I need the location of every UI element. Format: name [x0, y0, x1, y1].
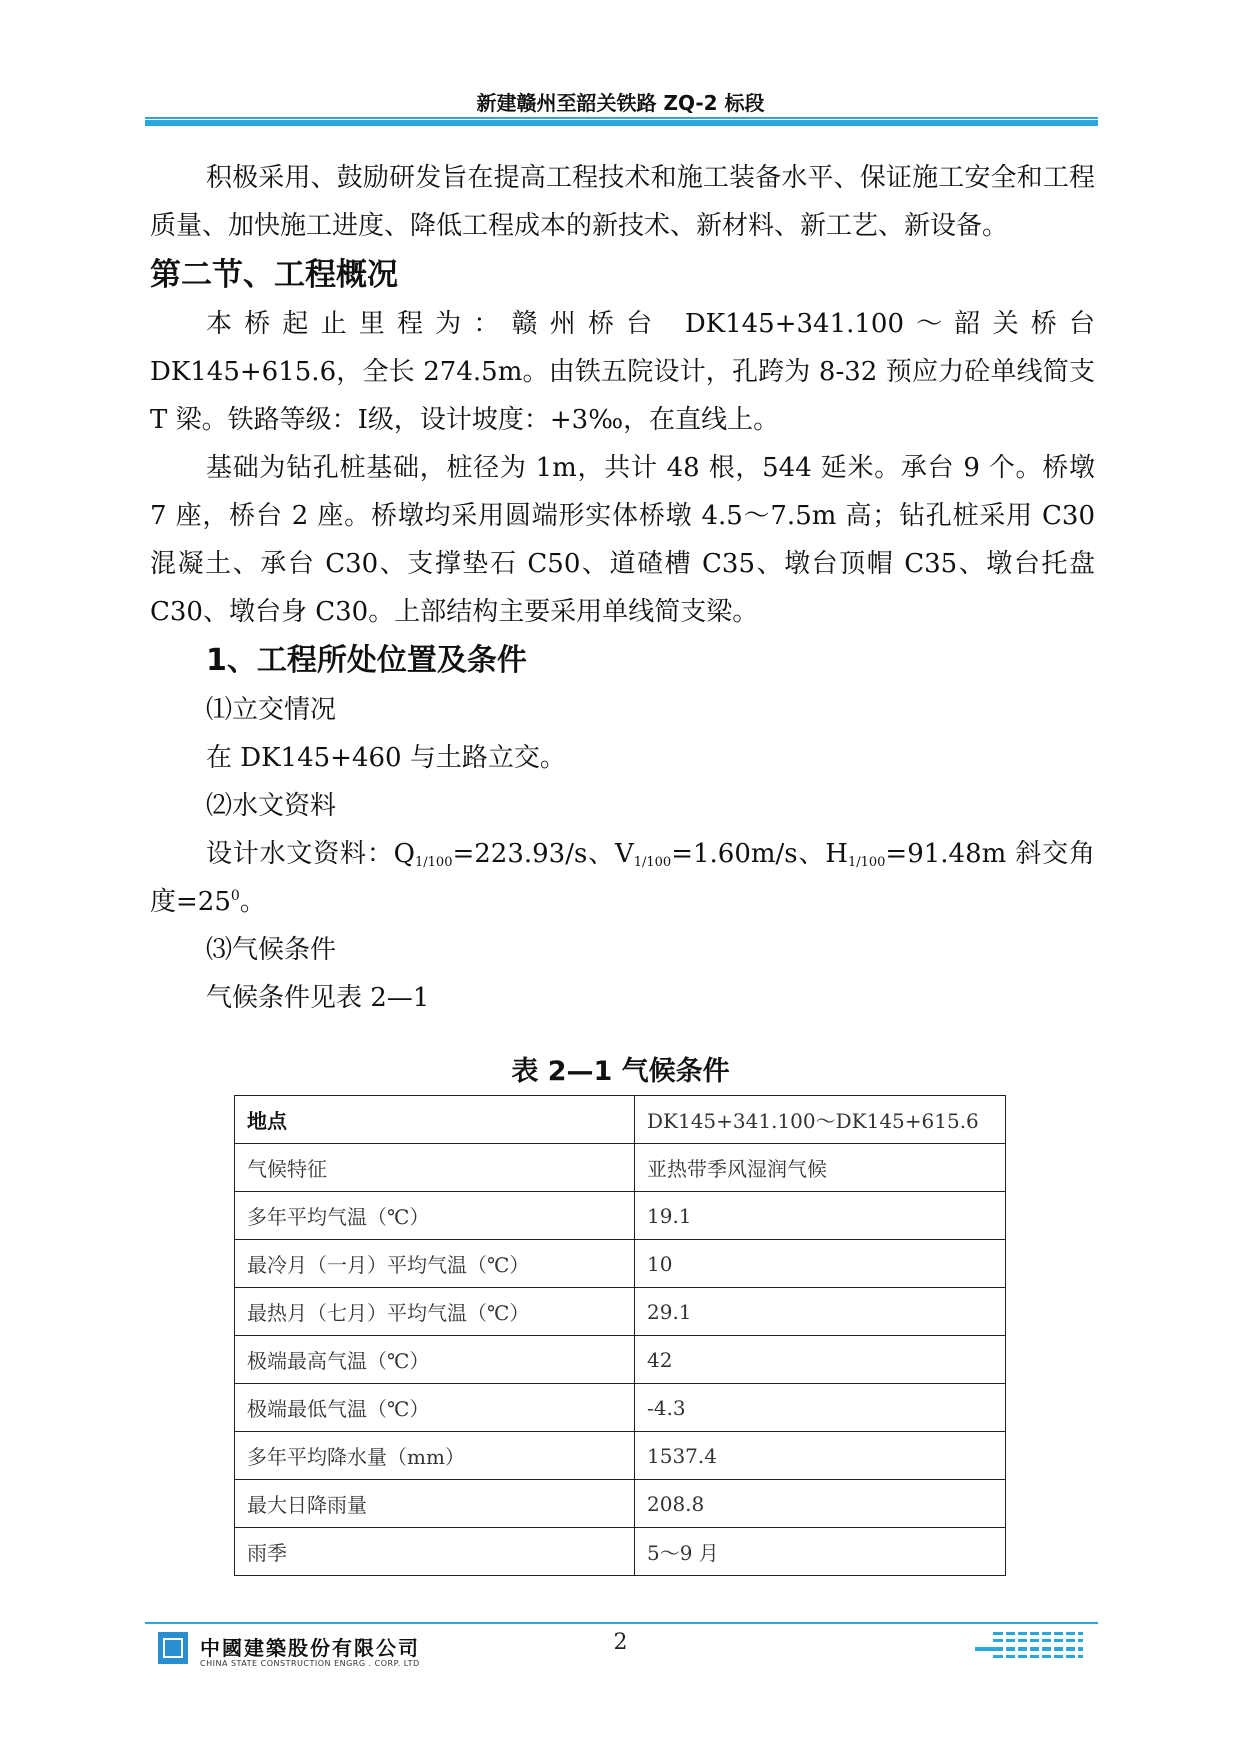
overview-paragraph: 本桥起止里程为：赣州桥台 DK145+341.100～韶关桥台 DK145+615.6，全长 274.5m。由铁五院设计，孔跨为 8-32 预应力砼单线简支 T 梁。铁路等级：Ⅰ级，设计坡度：+3‰，在直线上。	[150, 309, 1095, 435]
table-cell-label: 极端最高气温（℃）	[235, 1336, 635, 1384]
table-row	[235, 1432, 1006, 1480]
document-body	[150, 154, 1095, 1022]
table-cell-value: 亚热带季风湿润气候	[635, 1144, 1006, 1192]
table-cell-label: 多年平均气温（℃）	[235, 1192, 635, 1240]
table-row	[235, 1384, 1006, 1432]
company-name-en: CHINA STATE CONSTRUCTION ENGRG . CORP. LTD	[200, 1659, 420, 1668]
hydro-h-sub: 1/100	[847, 855, 886, 870]
hydro-tail: 。	[239, 887, 266, 917]
table-cell-label: 气候特征	[235, 1144, 635, 1192]
table-row	[235, 1096, 1006, 1144]
hydro-lead: 设计水文资料：	[206, 839, 394, 869]
table-cell-label: 最热月（七月）平均气温（℃）	[235, 1288, 635, 1336]
table-cell-value: 42	[635, 1336, 1006, 1384]
hydro-v-value: =1.60m/s、	[671, 839, 826, 869]
intro-paragraph: 积极采用、鼓励研发旨在提高工程技术和施工装备水平、保证施工安全和工程质量、加快施工进度、降低工程成本的新技术、新材料、新工艺、新设备。	[150, 163, 1095, 241]
table-cell-value: 1537.4	[635, 1432, 1006, 1480]
item3-title: ⑶气候条件	[206, 935, 337, 965]
table-cell-label: 雨季	[235, 1528, 635, 1576]
hydro-q-sub: 1/100	[415, 855, 453, 870]
item2-title: ⑵水文资料	[206, 791, 337, 821]
table-row	[235, 1336, 1006, 1384]
hydro-v-sub: 1/100	[633, 855, 672, 870]
table-cell-label: 多年平均降水量（mm）	[235, 1432, 635, 1480]
table-cell-label: 极端最低气温（℃）	[235, 1384, 635, 1432]
climate-table	[234, 1095, 1006, 1576]
table-cell-label: 地点	[235, 1096, 635, 1144]
foundation-paragraph: 基础为钻孔桩基础，桩径为 1m，共计 48 根，544 延米。承台 9 个。桥墩 7 座，桥台 2 座。桥墩均采用圆端形实体桥墩 4.5～7.5m 高；钻孔桩采用 C30 混凝土、承台 C30、支撑垫石 C50、道碴槽 C35、墩台顶帽 C35、墩台托盘 C30、墩台身 C30。上部结构主要采用单线简支梁。	[150, 453, 1095, 627]
table-row	[235, 1480, 1006, 1528]
table-row	[235, 1528, 1006, 1576]
table-caption: 表 2—1 气候条件	[511, 1056, 730, 1087]
header-rule	[145, 117, 1098, 119]
table-cell-value: 10	[635, 1240, 1006, 1288]
hydro-degree: 0	[230, 888, 240, 904]
item1-title: ⑴立交情况	[206, 695, 337, 725]
item1-text: 在 DK145+460 与土路立交。	[206, 743, 566, 773]
table-row	[235, 1288, 1006, 1336]
section-title: 第二节、工程概况	[150, 257, 398, 293]
hydro-q: Q	[393, 839, 415, 869]
table-row	[235, 1144, 1006, 1192]
hydro-paragraph	[150, 830, 1095, 926]
header-rule-thick	[145, 120, 1098, 126]
table-row	[235, 1240, 1006, 1288]
hydro-q-value: =223.93/s、	[452, 839, 615, 869]
table-row	[235, 1192, 1006, 1240]
hydro-h: H	[825, 839, 848, 869]
hydro-v: V	[614, 839, 634, 869]
page-number: 2	[613, 1630, 628, 1655]
header-title: 新建赣州至韶关铁路 ZQ-2 标段	[476, 91, 765, 115]
footer-rule	[145, 1622, 1098, 1624]
table-cell-value: -4.3	[635, 1384, 1006, 1432]
table-cell-value: 5～9 月	[635, 1528, 1006, 1576]
table-cell-value: 208.8	[635, 1480, 1006, 1528]
item3-text: 气候条件见表 2—1	[206, 983, 430, 1013]
company-name-cn: 中國建築股份有限公司	[200, 1636, 420, 1660]
table-cell-label: 最大日降雨量	[235, 1480, 635, 1528]
table-cell-value: 29.1	[635, 1288, 1006, 1336]
subsection-title: 1、工程所处位置及条件	[206, 643, 527, 678]
railway-graphic-icon	[975, 1630, 1085, 1664]
table-cell-value: 19.1	[635, 1192, 1006, 1240]
table-cell-value: DK145+341.100～DK145+615.6	[635, 1096, 1006, 1144]
hydro-h-value: =91.48m 斜交角度=25	[150, 839, 1095, 917]
table-cell-label: 最冷月（一月）平均气温（℃）	[235, 1240, 635, 1288]
